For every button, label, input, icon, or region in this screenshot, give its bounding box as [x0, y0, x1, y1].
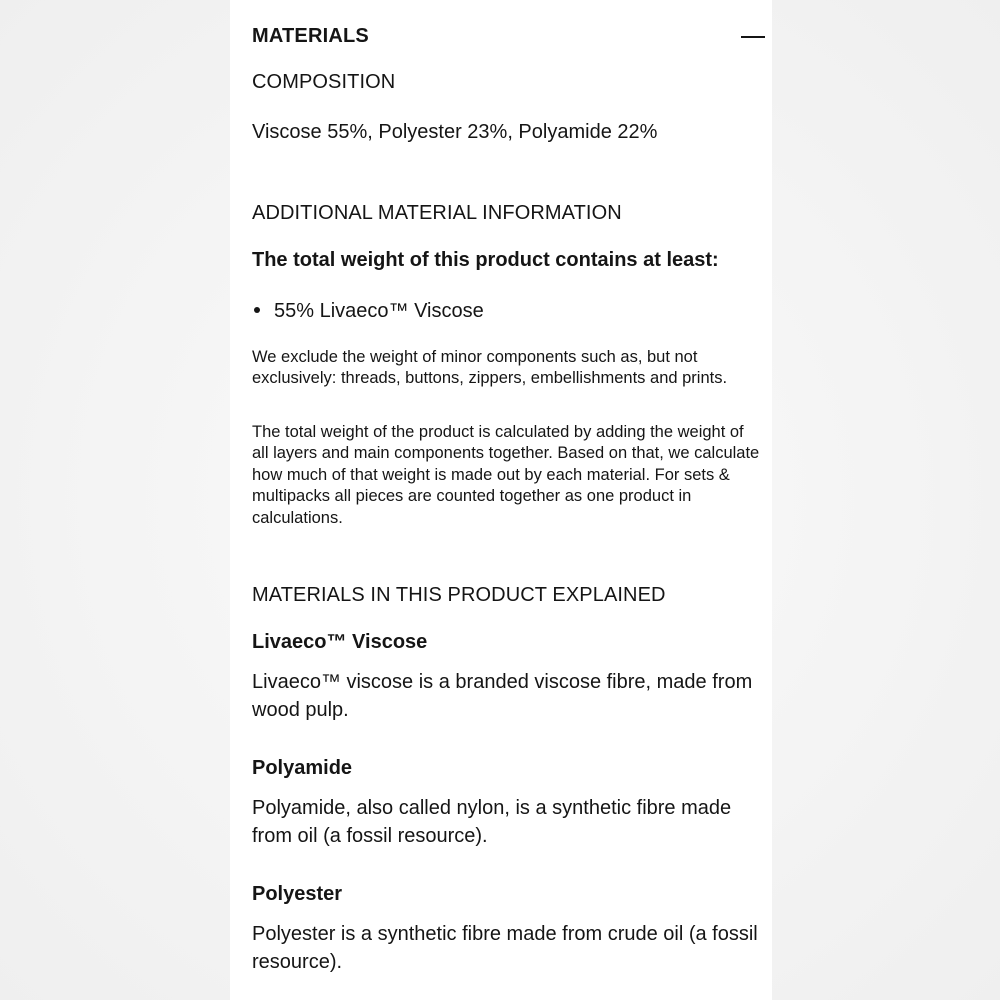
bullet-list-item: [252, 298, 484, 324]
composition-value: Viscose 55%, Polyester 23%, Polyamide 22%: [252, 121, 658, 143]
material-name-polyamide: Polyamide: [252, 757, 353, 779]
bullet-icon: [254, 307, 260, 313]
explained-heading: MATERIALS IN THIS PRODUCT EXPLAINED: [252, 584, 666, 606]
accordion-title[interactable]: MATERIALS: [252, 25, 369, 47]
material-description-polyester: Polyester is a synthetic fibre made from crude oil (a fossil resource).: [252, 923, 758, 973]
minus-icon[interactable]: [740, 26, 766, 48]
exclusion-note: We exclude the weight of minor components such as, but not exclusively: threads, buttons, zippers, embellishments and prints.: [252, 348, 728, 388]
material-description-livaeco: Livaeco™ viscose is a branded viscose fibre, made from wood pulp.: [252, 671, 753, 721]
material-name-livaeco: Livaeco™ Viscose: [252, 631, 428, 653]
additional-info-lead: The total weight of this product contains at least:: [252, 249, 719, 271]
materials-panel: [230, 0, 772, 1000]
calculation-note: The total weight of the product is calculated by adding the weight of all layers and main components together. Based on that, we calculate how much of that weight is made out by each material. For sets & multipacks all pieces are counted together as one product in calculations.: [252, 423, 760, 527]
minus-icon-bar: [741, 36, 765, 38]
additional-info-heading: ADDITIONAL MATERIAL INFORMATION: [252, 202, 622, 224]
material-name-polyester: Polyester: [252, 883, 343, 905]
composition-heading: COMPOSITION: [252, 71, 396, 93]
bullet-text: 55% Livaeco™ Viscose: [274, 300, 484, 322]
material-description-polyamide: Polyamide, also called nylon, is a synthetic fibre made from oil (a fossil resource).: [252, 797, 732, 847]
